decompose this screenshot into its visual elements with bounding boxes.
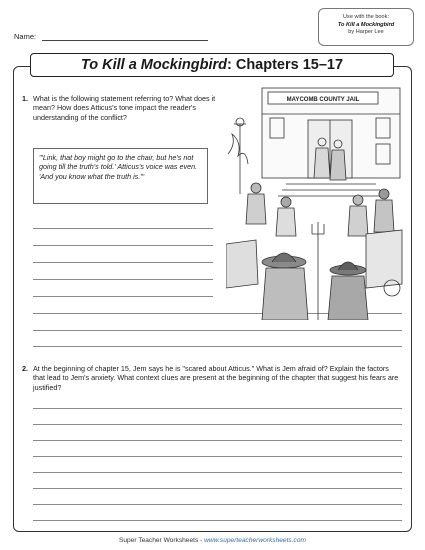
answer-line[interactable] (33, 346, 402, 347)
answer-line[interactable] (33, 472, 402, 473)
footer-url-link[interactable]: www.superteacherworksheets.com (204, 537, 307, 544)
question-1 (22, 94, 222, 122)
answer-line[interactable] (33, 408, 402, 409)
answer-line[interactable] (33, 279, 213, 280)
title-book-name: To Kill a Mockingbird (80, 57, 227, 73)
jail-scene-illustration (226, 84, 404, 320)
page-title (30, 53, 394, 77)
name-blank-line[interactable] (42, 40, 208, 41)
footer (0, 537, 425, 544)
title-chapters: : Chapters 15–17 (227, 57, 344, 73)
book-info-title: To Kill a Mockingbird (337, 21, 395, 28)
answer-line[interactable] (33, 504, 402, 505)
answer-line[interactable] (33, 456, 402, 457)
question-1-number: 1. (22, 94, 28, 103)
jail-sign-text: MAYCOMB COUNTY JAIL (286, 97, 360, 103)
question-2-number: 2. (22, 364, 28, 373)
question-2 (22, 364, 402, 392)
quote-box: "'Link, that boy might go to the chair, but he's not going till the truth's told.' Atticus's voice was even. 'And you know what the truth is.'" (33, 148, 208, 204)
footer-site-name: Super Teacher Worksheets (118, 537, 199, 544)
book-info-box (318, 8, 414, 46)
answer-line[interactable] (33, 488, 402, 489)
name-label: Name: (14, 32, 37, 41)
book-info-line1: Use with the book: (342, 14, 390, 20)
answer-line[interactable] (33, 520, 402, 521)
answer-line[interactable] (33, 330, 402, 331)
question-1-text: What is the following statement referring to? What does it mean? How does Atticus's tone impact the reader's understanding of the conflict? (33, 94, 216, 122)
footer-separator: - (198, 537, 205, 544)
book-info-author: by Harper Lee (348, 29, 384, 36)
answer-line[interactable] (33, 440, 402, 441)
answer-line[interactable] (33, 228, 213, 229)
question-2-text: At the beginning of chapter 15, Jem says he is "scared about Atticus." What is Jem afraid of? Explain the factors that lead to Jem's anxiety. What context clues are present at the beginning of the chapter that suggest his fears are justified? (33, 364, 399, 392)
answer-line[interactable] (33, 424, 402, 425)
answer-line[interactable] (33, 296, 213, 297)
answer-line[interactable] (33, 262, 213, 263)
answer-line[interactable] (33, 245, 213, 246)
